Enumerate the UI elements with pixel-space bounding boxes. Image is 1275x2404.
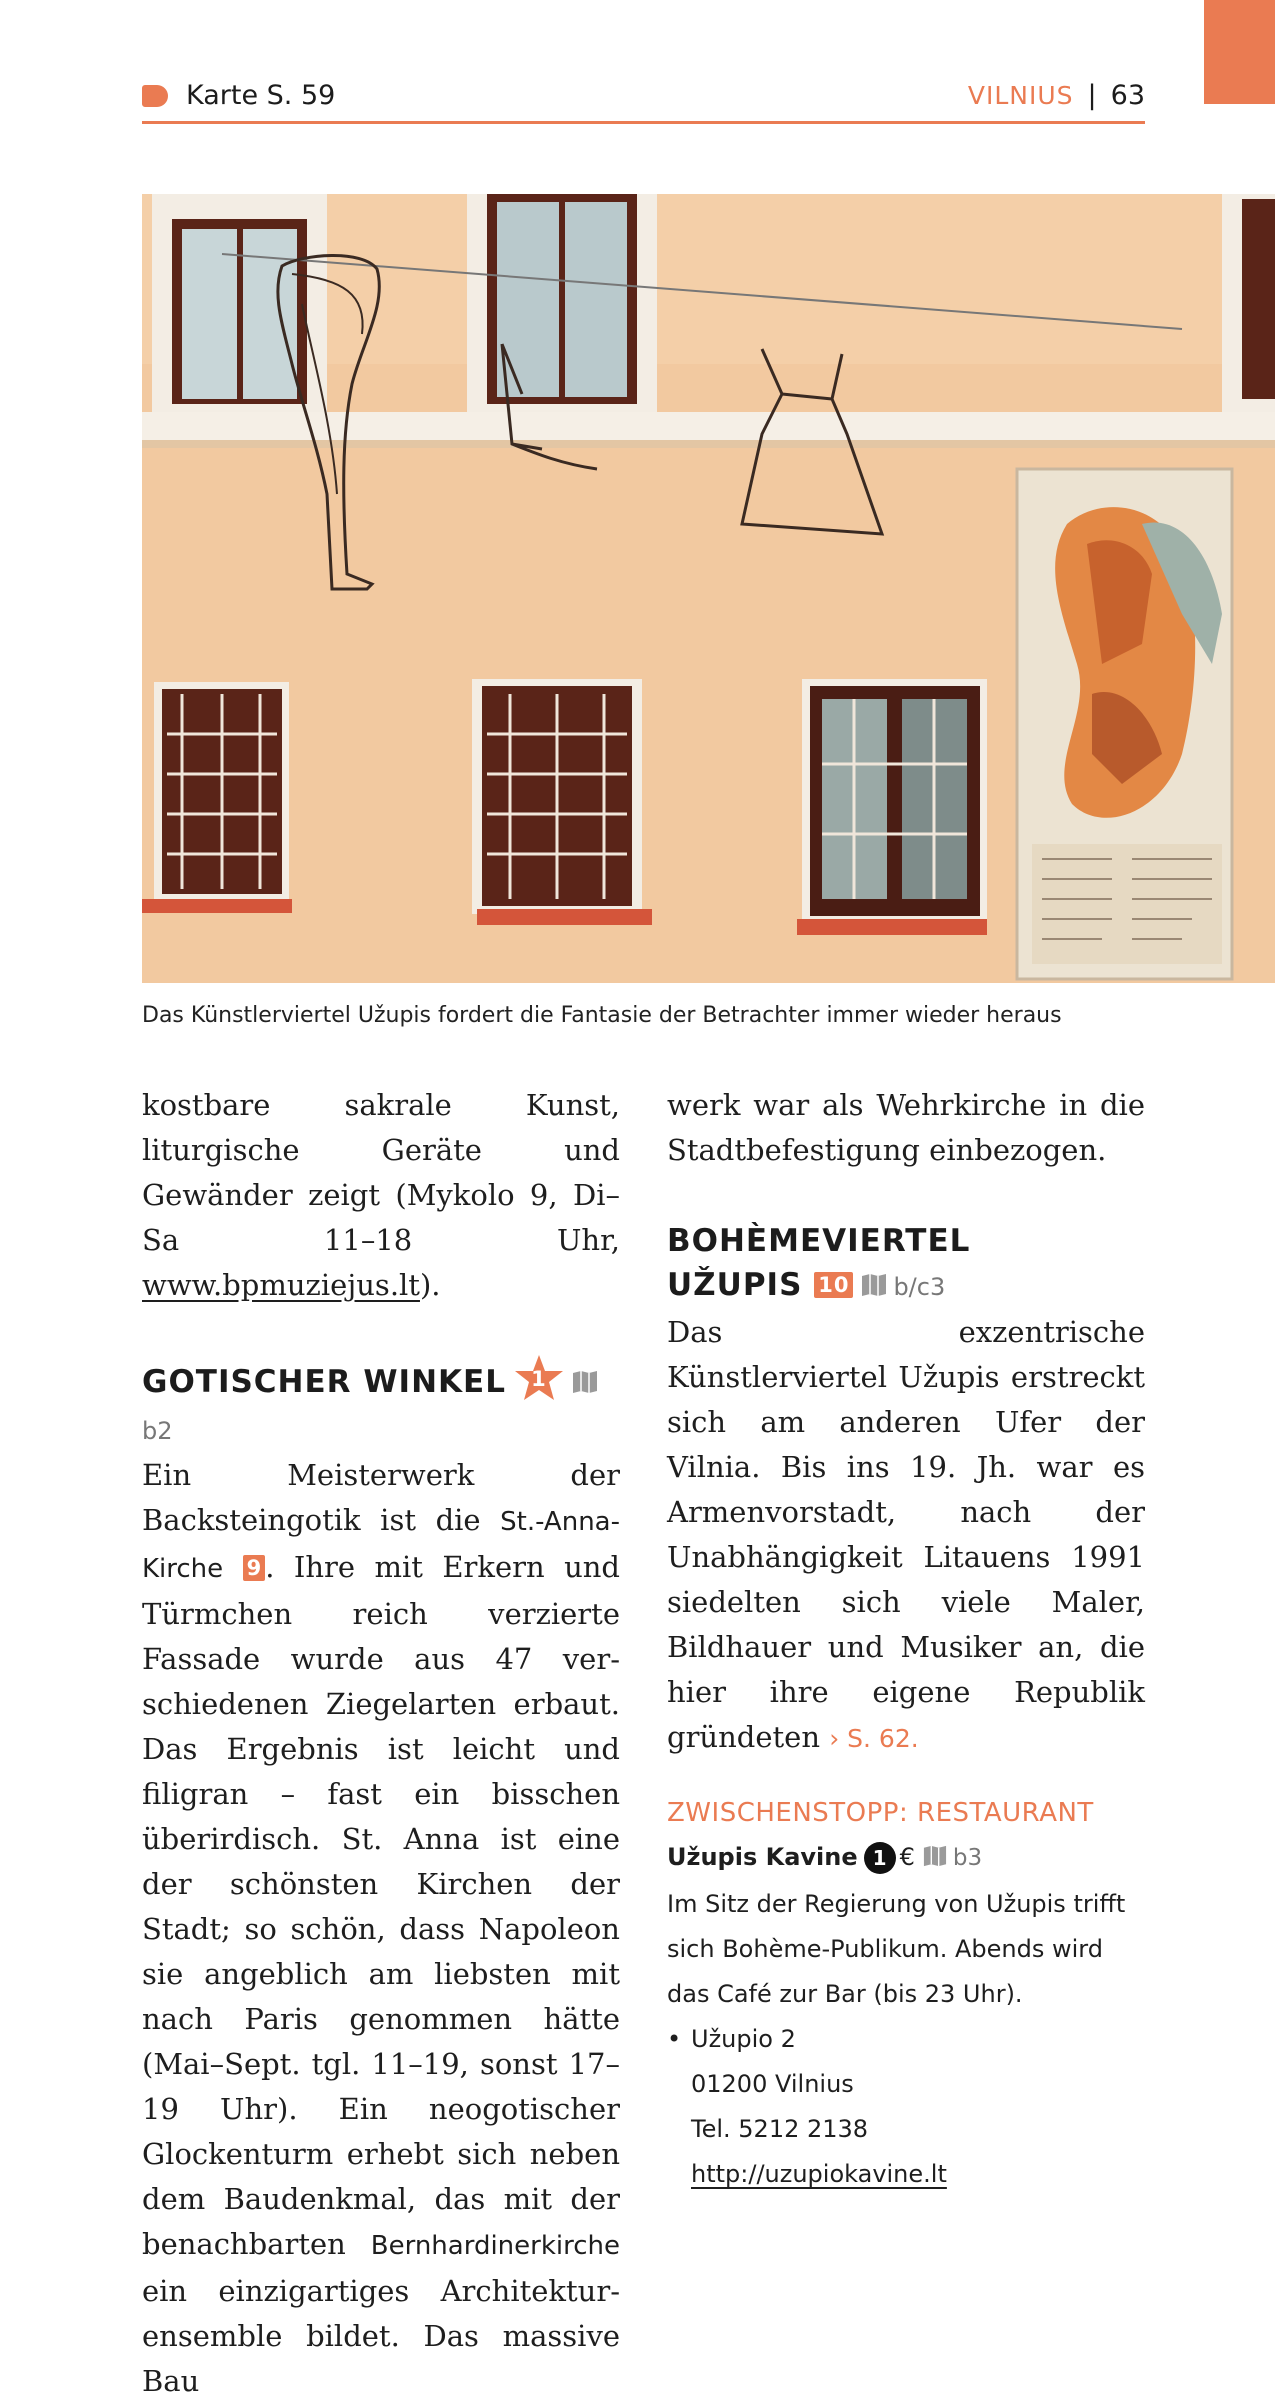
restaurant-website-link[interactable]: http://uzupiokavine.lt (691, 2160, 947, 2188)
intro-text: kostbare sakrale Kunst, liturgische Geräte und Gewänder zeigt (Mykolo 9, Di–Sa 11–18 Uhr, (142, 1088, 620, 1257)
st-anna-kirche-name: St.-Anna-Kirche (142, 1507, 620, 1584)
restaurant-name: Užupis Kavine (667, 1843, 858, 1871)
bullet: • (667, 2025, 682, 2053)
map-grid-ref: b3 (952, 1845, 983, 1871)
page-corner-tab (1204, 0, 1275, 104)
restaurant-address (667, 2017, 1145, 2197)
address-street: Užupio 2 (691, 2025, 796, 2053)
paragraph-text: Das exzentrische Künstlerviertel Užupis erstreckt sich am anderen Ufer der Vilnia. Bis ins 19. Jh. war es Armenvorstadt, nach der Unabhängigkeit Litauens 1991 siedelten sich viele Maler, Bildhauer und Musiker an, die hier ihre eigene Republik gründeten (667, 1315, 1145, 1754)
map-grid-ref: b2 (142, 1417, 173, 1445)
map-book-icon (861, 1266, 887, 1310)
map-marker-icon (142, 85, 168, 107)
intro-paragraph (142, 1083, 620, 1308)
intro-text-end: ). (419, 1268, 441, 1302)
address-city: 01200 Vilnius (691, 2070, 854, 2098)
sight-number-box: 9 (243, 1555, 266, 1581)
map-reference[interactable] (142, 80, 335, 111)
map-reference-label: Karte S. 59 (186, 80, 336, 111)
price-level: € (899, 1843, 915, 1871)
header-separator: | (1087, 80, 1097, 111)
sight-number: 1 (531, 1367, 547, 1391)
photo-caption: Das Künstlerviertel Užupis fordert die Fantasie der Betrachter immer wieder heraus (142, 1003, 1062, 1028)
gotischer-winkel-paragraph (142, 1453, 620, 2404)
continued-paragraph: werk war als Wehrkirche in die Stadtbefestigung einbezogen. (667, 1088, 1145, 1167)
section-heading-gotischer-winkel (142, 1354, 620, 1453)
bernhardinerkirche-name: Bernhardinerkirche (370, 2231, 620, 2261)
section-heading-uzupis (667, 1219, 1145, 1310)
restaurant-description: Im Sitz der Regierung von Užupis trifft sich Bohème-Publikum. Abends wird das Café zur Bar (bis 23 Uhr). (667, 1890, 1126, 2008)
facade-illustration (142, 194, 1275, 983)
page-cross-reference[interactable]: › S. 62. (829, 1724, 919, 1753)
restaurant-number-badge: 1 (864, 1842, 896, 1874)
paragraph-text: Ein Meisterwerk der Backsteingotik ist die (142, 1458, 620, 1537)
restaurant-name-line (667, 1835, 1145, 1882)
stopp-heading: ZWISCHENSTOPP: RESTAURANT (667, 1798, 1094, 1828)
city-label: VILNIUS (967, 81, 1074, 110)
uzupis-paragraph (667, 1310, 1145, 1761)
paragraph-text-mid: . Ihre mit Erkern und Türmchen reich verzierte Fassade wurde aus 47 verschiedenen Ziegelarten erbaut. Das Ergebnis ist leicht und filigran – fast ein bisschen überirdisch. St. Anna ist eine der schönsten Kirchen der Stadt; so schön, dass Napoleon sie angeblich am liebsten mit nach Paris genommen hätte (Mai–Sept. tgl. 11–19, sonst 17–19 Uhr). Ein neogotischer Glockenturm erhebt sich neben dem Baudenkmal, das mit der benachbarten (142, 1550, 620, 2261)
section-title-line1: BOHÈMEVIERTEL (667, 1223, 971, 1259)
running-head (968, 80, 1145, 111)
map-book-icon (923, 1838, 947, 1882)
left-column (142, 1083, 620, 2404)
sight-number-box: 10 (814, 1272, 853, 1298)
phone-number: Tel. 5212 2138 (691, 2115, 869, 2143)
paragraph-text-end: ein einzigartiges Architekturensemble bildet. Das massive Bau (142, 2274, 620, 2398)
page-header (142, 76, 1145, 124)
right-column (667, 1083, 1145, 2197)
sight-star-badge (514, 1354, 564, 1404)
page-number: 63 (1110, 80, 1145, 111)
section-title-line2: UŽUPIS (667, 1267, 803, 1303)
map-grid-ref: b/c3 (893, 1273, 946, 1301)
uzupis-photo (142, 194, 1275, 983)
map-book-icon (572, 1363, 598, 1407)
museum-link[interactable]: www.bpmuziejus.lt (142, 1268, 420, 1302)
section-title: GOTISCHER WINKEL (142, 1364, 506, 1400)
